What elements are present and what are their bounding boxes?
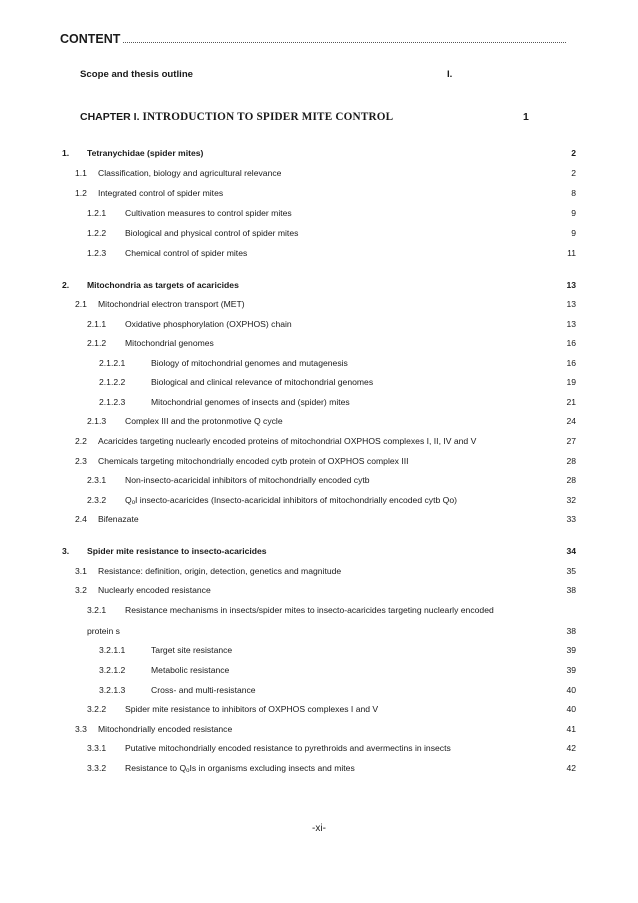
toc-title: Mitochondria as targets of acaricides xyxy=(87,280,239,290)
toc-number: 1.2.2 xyxy=(87,228,107,238)
toc-row[interactable] xyxy=(0,335,638,351)
toc-number: 3.2 xyxy=(75,585,87,595)
toc-page: 9 xyxy=(571,228,576,238)
toc-title-part: I insecto-acaricides (Insecto-acaricidal inhibitors of mitochondrially encoded cytb Qo) xyxy=(135,495,457,505)
toc-number: 2.3.1 xyxy=(87,475,107,485)
toc-row[interactable] xyxy=(0,433,638,449)
toc-page: 33 xyxy=(566,514,576,524)
toc-number: 2.1.2.1 xyxy=(99,358,126,368)
toc-row[interactable] xyxy=(0,355,638,371)
toc-row[interactable] xyxy=(0,642,638,658)
toc-number: 3.3.1 xyxy=(87,743,107,753)
toc-title-continuation: protein s xyxy=(87,626,120,636)
toc-title: Biological and physical control of spider mites xyxy=(125,228,299,238)
toc-page: 2 xyxy=(571,168,576,178)
toc-page: 2 xyxy=(571,148,576,158)
toc-page: 16 xyxy=(566,338,576,348)
toc-title: Tetranychidae (spider mites) xyxy=(87,148,204,158)
toc-number: 3.3 xyxy=(75,724,87,734)
toc-row[interactable] xyxy=(0,582,638,598)
toc-row[interactable] xyxy=(0,394,638,410)
toc-page: 16 xyxy=(566,358,576,368)
toc-header xyxy=(60,28,566,46)
toc-number: 1.2 xyxy=(75,188,87,198)
toc-title: Spider mite resistance to inhibitors of OXPHOS complexes I and V xyxy=(125,704,379,714)
toc-row[interactable] xyxy=(0,662,638,678)
toc-number: 3.2.1.2 xyxy=(99,665,126,675)
toc-row[interactable] xyxy=(0,316,638,332)
toc-number: 1.2.3 xyxy=(87,248,107,258)
toc-page: 35 xyxy=(566,566,576,576)
toc-title: Mitochondrial genomes of insects and (spider) mites xyxy=(151,397,350,407)
toc-title: Target site resistance xyxy=(151,645,233,655)
toc-title: Oxidative phosphorylation (OXPHOS) chain xyxy=(125,319,292,329)
toc-row[interactable] xyxy=(0,413,638,429)
toc-row[interactable] xyxy=(0,205,638,221)
toc-page: 13 xyxy=(566,299,576,309)
toc-row[interactable] xyxy=(0,145,638,161)
toc-title: Bifenazate xyxy=(98,514,139,524)
toc-number: 3.1 xyxy=(75,566,87,576)
toc-row[interactable] xyxy=(0,165,638,181)
toc-row[interactable] xyxy=(0,760,638,776)
toc-row[interactable] xyxy=(0,511,638,527)
toc-page: 9 xyxy=(571,208,576,218)
chapter-prefix: CHAPTER I. xyxy=(80,111,140,123)
toc-title: Metabolic resistance xyxy=(151,665,230,675)
toc-title: Integrated control of spider mites xyxy=(98,188,224,198)
toc-title: Chemical control of spider mites xyxy=(125,248,248,258)
toc-page: 13 xyxy=(566,280,576,290)
toc-row[interactable] xyxy=(0,543,638,559)
toc-row[interactable] xyxy=(0,453,638,469)
toc-page: 38 xyxy=(566,585,576,595)
toc-row[interactable] xyxy=(0,374,638,390)
toc-title: Cross- and multi-resistance xyxy=(151,685,256,695)
toc-number: 3.2.1 xyxy=(87,605,107,615)
toc-row[interactable] xyxy=(0,296,638,312)
toc-title xyxy=(125,492,457,508)
toc-page: 27 xyxy=(566,436,576,446)
toc-number: 2.2 xyxy=(75,436,87,446)
toc-row[interactable] xyxy=(0,225,638,241)
toc-title: Mitochondrially encoded resistance xyxy=(98,724,233,734)
toc-page: 42 xyxy=(566,763,576,773)
toc-page: 39 xyxy=(566,645,576,655)
toc-number: 2.1.2.2 xyxy=(99,377,126,387)
toc-row[interactable] xyxy=(0,277,638,293)
toc-page: 41 xyxy=(566,724,576,734)
header-dotted-rule xyxy=(123,42,566,43)
toc-title: Mitochondrial genomes xyxy=(125,338,214,348)
toc-row[interactable] xyxy=(0,563,638,579)
toc-number: 1.2.1 xyxy=(87,208,107,218)
toc-row[interactable] xyxy=(0,472,638,488)
toc-row[interactable] xyxy=(0,682,638,698)
toc-page: 11 xyxy=(567,248,576,258)
toc-page: 28 xyxy=(566,475,576,485)
toc-page: 28 xyxy=(566,456,576,466)
toc-number: 2. xyxy=(62,280,70,290)
toc-row[interactable] xyxy=(0,185,638,201)
toc-page: 32 xyxy=(566,495,576,505)
chapter-label xyxy=(80,108,393,126)
toc-title: Putative mitochondrially encoded resistance to pyrethroids and avermectins in insects xyxy=(125,743,451,753)
toc-number: 2.1.2.3 xyxy=(99,397,126,407)
toc-page: 24 xyxy=(566,416,576,426)
toc-number: 2.4 xyxy=(75,514,87,524)
toc-page: 39 xyxy=(566,665,576,675)
toc-title: Nuclearly encoded resistance xyxy=(98,585,211,595)
chapter-page: 1 xyxy=(523,111,529,123)
toc-page: 42 xyxy=(566,743,576,753)
toc-row[interactable] xyxy=(0,740,638,756)
toc-row[interactable] xyxy=(0,492,638,508)
toc-page: 8 xyxy=(571,188,576,198)
toc-title-part: Q xyxy=(125,495,132,505)
toc-title-part: Resistance to Q xyxy=(125,763,187,773)
toc-title: Cultivation measures to control spider mites xyxy=(125,208,292,218)
toc-page: 40 xyxy=(566,685,576,695)
toc-row[interactable] xyxy=(0,701,638,717)
toc-number: 2.1.2 xyxy=(87,338,107,348)
toc-header-title: CONTENT xyxy=(60,32,121,46)
scope-label: Scope and thesis outline xyxy=(80,69,194,80)
toc-page: 38 xyxy=(566,626,576,636)
toc-row-continuation[interactable] xyxy=(0,623,638,639)
toc-title xyxy=(125,760,355,776)
toc-number: 2.1.1 xyxy=(87,319,107,329)
toc-number: 2.1 xyxy=(75,299,87,309)
toc-page: 19 xyxy=(566,377,576,387)
toc-number: 2.1.3 xyxy=(87,416,107,426)
toc-row[interactable] xyxy=(0,602,638,618)
toc-title-part: Is in organisms excluding insects and mites xyxy=(189,763,355,773)
toc-title: Resistance: definition, origin, detection, genetics and magnitude xyxy=(98,566,342,576)
toc-title: Non-insecto-acaricidal inhibitors of mitochondrially encoded cytb xyxy=(125,475,370,485)
toc-title: Biological and clinical relevance of mitochondrial genomes xyxy=(151,377,374,387)
toc-number: 1. xyxy=(62,148,70,158)
toc-title-subscript: o xyxy=(186,768,190,774)
toc-page: 21 xyxy=(566,397,576,407)
toc-number: 3.2.2 xyxy=(87,704,107,714)
page-number-footer: -xi- xyxy=(312,823,326,834)
toc-title: Resistance mechanisms in insects/spider mites to insecto-acaricides targeting nuclearly encoded xyxy=(125,605,494,615)
toc-number: 3.2.1.1 xyxy=(99,645,126,655)
toc-title: Spider mite resistance to insecto-acaricides xyxy=(87,546,267,556)
toc-page: 34 xyxy=(566,546,576,556)
toc-scope-row[interactable] xyxy=(0,67,638,83)
toc-title-subscript: o xyxy=(131,500,136,506)
toc-number: 3.3.2 xyxy=(87,763,107,773)
toc-number: 3. xyxy=(62,546,70,556)
chapter-title: INTRODUCTION TO SPIDER MITE CONTROL xyxy=(142,111,394,123)
toc-page: 13 xyxy=(566,319,576,329)
scope-page: I. xyxy=(447,69,453,80)
toc-number: 1.1 xyxy=(75,168,87,178)
toc-page: 40 xyxy=(566,704,576,714)
toc-title: Acaricides targeting nuclearly encoded proteins of mitochondrial OXPHOS complexes I, II, IV and V xyxy=(98,436,477,446)
toc-chapter-row[interactable] xyxy=(0,108,638,126)
toc-title: Biology of mitochondrial genomes and mutagenesis xyxy=(151,358,348,368)
toc-row[interactable] xyxy=(0,245,638,261)
toc-number: 2.3 xyxy=(75,456,87,466)
toc-title: Mitochondrial electron transport (MET) xyxy=(98,299,245,309)
toc-title: Chemicals targeting mitochondrially encoded cytb protein of OXPHOS complex III xyxy=(98,456,409,466)
toc-title: Complex III and the protonmotive Q cycle xyxy=(125,416,283,426)
toc-number: 3.2.1.3 xyxy=(99,685,126,695)
toc-row[interactable] xyxy=(0,721,638,737)
toc-number: 2.3.2 xyxy=(87,495,107,505)
toc-title: Classification, biology and agricultural relevance xyxy=(98,168,282,178)
